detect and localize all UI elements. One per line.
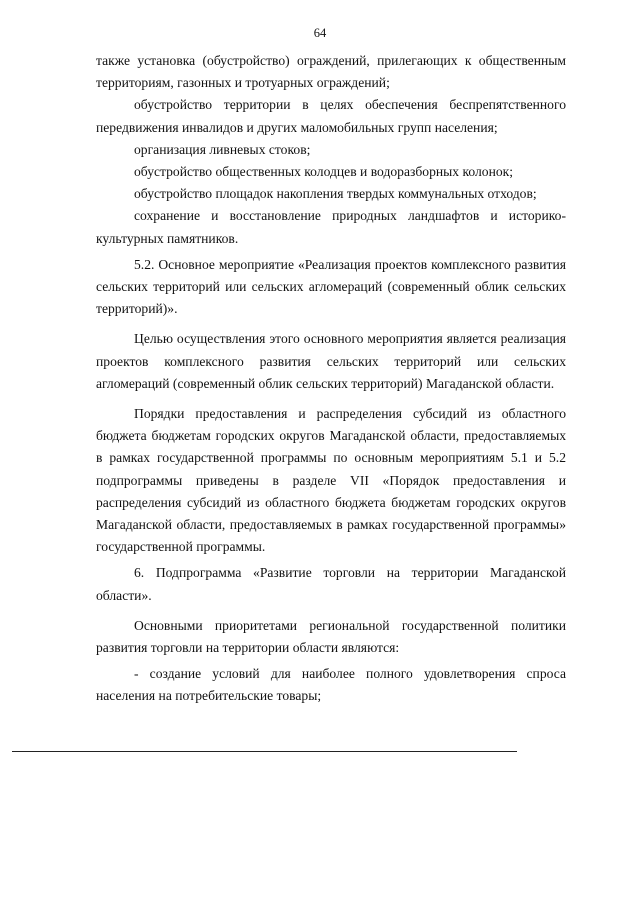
page-number: 64 xyxy=(313,26,327,40)
paragraph-subprogram-6: 6. Подпрограмма «Развитие торговли на территории Магаданской области». xyxy=(96,565,566,603)
paragraph-fences: также установка (обустройство) ограждений, прилегающих к общественным территориям, газонных и тротуарных ограждений; xyxy=(96,53,566,91)
list-item-demand: - создание условий для наиболее полного удовлетворения спроса населения на потребительские товары; xyxy=(96,666,566,704)
paragraph-subsidies: Порядки предоставления и распределения субсидий из областного бюджета бюджетам городских округов Магаданской области, предоставляемых в рамках государственной программы по основным мероприятиям 5.1 и 5.2 подпрограммы приведены в разделе VII «Порядок предоставления и распределения субсидий из областного бюджета бюджетам городских округов Магаданской области, предоставляемых в рамках государственной программы» государственной программы. xyxy=(96,406,566,555)
paragraph-landscapes: сохранение и восстановление природных ландшафтов и историко-культурных памятников. xyxy=(96,208,566,246)
paragraph-accessibility: обустройство территории в целях обеспечения беспрепятственного передвижения инвалидов и других маломобильных групп населения; xyxy=(96,97,566,135)
paragraph-wells: обустройство общественных колодцев и водоразборных колонок; xyxy=(134,164,514,180)
footer-divider xyxy=(12,751,517,752)
paragraph-section-5-2: 5.2. Основное мероприятие «Реализация проектов комплексного развития сельских территорий или сельских агломераций (современный облик сельских территорий)». xyxy=(96,256,566,317)
paragraph-goal: Целью осуществления этого основного мероприятия является реализация проектов комплексного развития сельских территорий или сельских агломераций (современный облик сельских территорий) Магаданской области. xyxy=(96,331,566,391)
paragraph-priorities: Основными приоритетами региональной государственной политики развития торговли на территории области являются: xyxy=(96,617,566,656)
paragraph-storm-drains: организация ливневых стоков; xyxy=(134,141,311,157)
paragraph-waste-sites: обустройство площадок накопления твердых коммунальных отходов; xyxy=(134,186,537,202)
document-body xyxy=(96,50,566,708)
